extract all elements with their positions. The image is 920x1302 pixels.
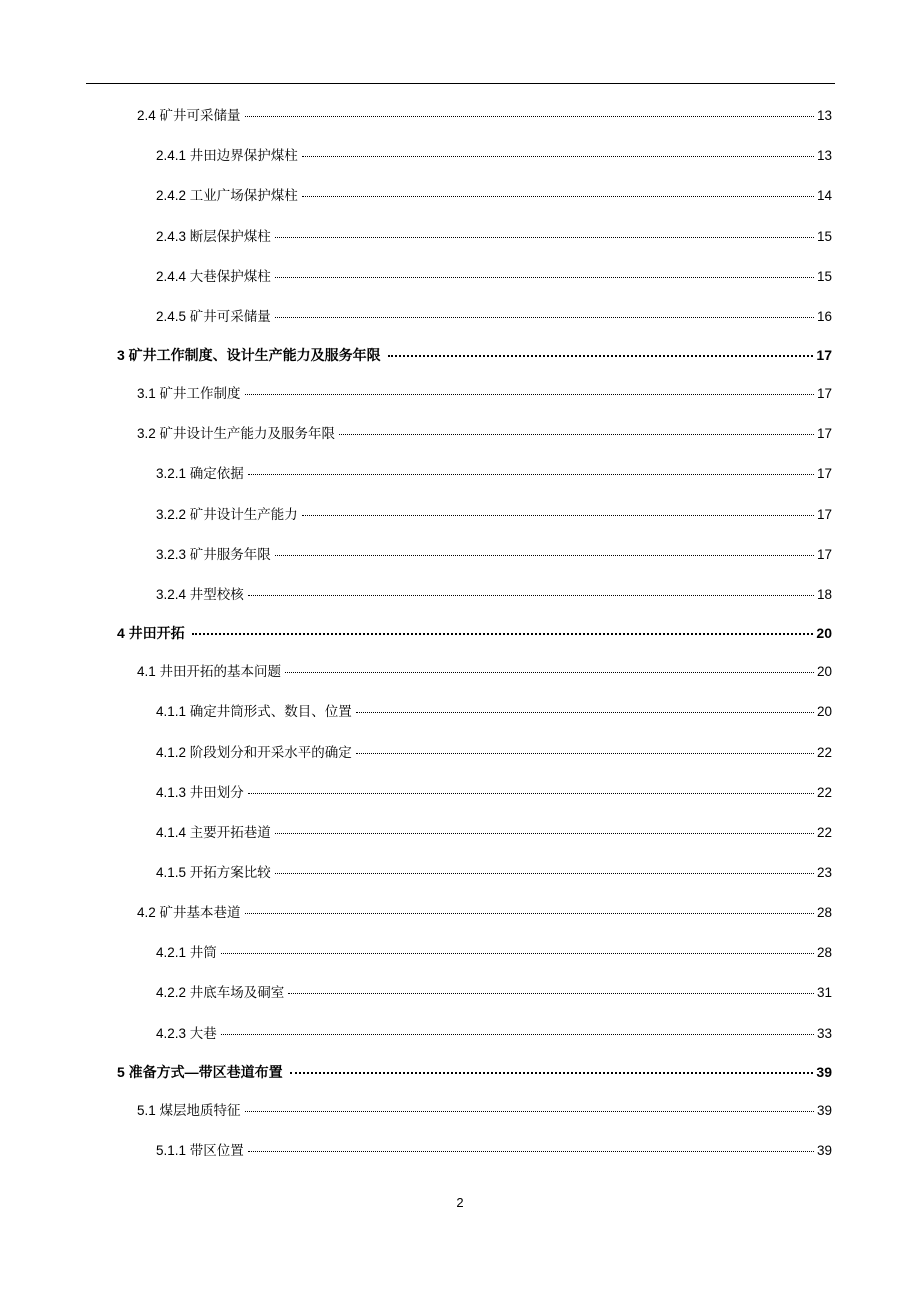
- toc-leader-dots: [290, 1072, 814, 1074]
- toc-leader-dots: [221, 1034, 814, 1035]
- toc-entry-title: 2.4 矿井可采储量: [137, 108, 241, 123]
- toc-entry[interactable]: [156, 583, 832, 605]
- toc-entry-page: 16: [816, 309, 832, 324]
- toc-entry[interactable]: [156, 225, 832, 247]
- toc-leader-dots: [248, 793, 814, 794]
- toc-entry-page: 13: [816, 148, 832, 163]
- toc-entry-title: 4.1 井田开拓的基本问题: [137, 664, 282, 679]
- toc-entry-title: 3.2.2 矿井设计生产能力: [156, 507, 298, 522]
- toc-entry[interactable]: [117, 623, 832, 645]
- toc-entry-page: 17: [816, 426, 832, 441]
- toc-entry-title: 3.2.4 井型校核: [156, 587, 244, 602]
- toc-entry-page: 22: [816, 745, 832, 760]
- toc-entry[interactable]: [156, 265, 832, 287]
- toc-entry[interactable]: [156, 1139, 832, 1161]
- toc-entry-title: 3.2.3 矿井服务年限: [156, 547, 271, 562]
- toc-entry-title: 4.1.2 阶段划分和开采水平的确定: [156, 745, 352, 760]
- toc-entry-page: 15: [816, 269, 832, 284]
- toc-entry[interactable]: [156, 184, 832, 206]
- toc-entry-title: 3.1 矿井工作制度: [137, 386, 241, 401]
- toc-leader-dots: [275, 833, 814, 834]
- toc-entry[interactable]: [156, 144, 832, 166]
- toc-entry[interactable]: [156, 781, 832, 803]
- toc-entry[interactable]: [137, 660, 832, 682]
- toc-entry-page: 15: [816, 229, 832, 244]
- toc-entry-title: 4 井田开拓: [117, 625, 185, 641]
- toc-entry[interactable]: [156, 941, 832, 963]
- toc-leader-dots: [248, 474, 814, 475]
- toc-entry-title: 4.1.3 井田划分: [156, 785, 244, 800]
- toc-entry[interactable]: [117, 345, 832, 367]
- toc-entry[interactable]: [156, 305, 832, 327]
- toc-leader-dots: [221, 953, 814, 954]
- toc-entry[interactable]: [137, 382, 832, 404]
- toc-entry-title: 2.4.4 大巷保护煤柱: [156, 269, 271, 284]
- toc-entry-title: 4.2.1 井筒: [156, 945, 217, 960]
- toc-entry-title: 4.1.5 开拓方案比较: [156, 865, 271, 880]
- toc-leader-dots: [245, 913, 814, 914]
- toc-entry[interactable]: [156, 981, 832, 1003]
- toc-entry-title: 4.2 矿井基本巷道: [137, 905, 241, 920]
- toc-entry-page: 39: [816, 1143, 832, 1158]
- toc-entry-page: 20: [816, 625, 832, 641]
- toc-entry-title: 3.2.1 确定依据: [156, 466, 244, 481]
- toc-entry-title: 4.2.3 大巷: [156, 1026, 217, 1041]
- toc-entry-page: 23: [816, 865, 832, 880]
- toc-entry-title: 2.4.2 工业广场保护煤柱: [156, 188, 298, 203]
- toc-leader-dots: [285, 672, 814, 673]
- toc-entry[interactable]: [156, 503, 832, 525]
- toc-leader-dots: [339, 434, 814, 435]
- toc-leader-dots: [275, 237, 814, 238]
- toc-entry-title: 5 准备方式—带区巷道布置: [117, 1064, 283, 1080]
- toc-leader-dots: [356, 712, 814, 713]
- toc-entry[interactable]: [156, 1022, 832, 1044]
- toc-entry[interactable]: [137, 1099, 832, 1121]
- toc-leader-dots: [245, 116, 814, 117]
- toc-leader-dots: [288, 993, 814, 994]
- toc-entry[interactable]: [156, 543, 832, 565]
- toc-entry[interactable]: [137, 901, 832, 923]
- toc-leader-dots: [275, 317, 814, 318]
- header-rule: [86, 83, 835, 84]
- toc-entry-title: 5.1.1 带区位置: [156, 1143, 244, 1158]
- toc-entry-page: 17: [816, 547, 832, 562]
- toc-entry[interactable]: [156, 462, 832, 484]
- toc-leader-dots: [302, 515, 814, 516]
- toc-entry-page: 22: [816, 785, 832, 800]
- toc-entry-page: 31: [816, 985, 832, 1000]
- toc-leader-dots: [248, 1151, 814, 1152]
- toc-entry[interactable]: [156, 861, 832, 883]
- toc-entry-page: 13: [816, 108, 832, 123]
- toc-entry-title: 3.2 矿井设计生产能力及服务年限: [137, 426, 336, 441]
- toc-leader-dots: [356, 753, 814, 754]
- toc-leader-dots: [302, 156, 814, 157]
- toc-entry-page: 18: [816, 587, 832, 602]
- toc-leader-dots: [245, 1111, 814, 1112]
- toc-entry-page: 20: [816, 704, 832, 719]
- page-number: 2: [456, 1195, 464, 1210]
- toc-entry-title: 3 矿井工作制度、设计生产能力及服务年限: [117, 347, 381, 363]
- toc-entry[interactable]: [137, 104, 832, 126]
- toc-entry-title: 4.1.4 主要开拓巷道: [156, 825, 271, 840]
- toc-entry[interactable]: [156, 741, 832, 763]
- toc-entry-page: 14: [816, 188, 832, 203]
- toc-entry-page: 17: [816, 466, 832, 481]
- toc-entry[interactable]: [156, 700, 832, 722]
- toc-leader-dots: [275, 555, 814, 556]
- toc-entry-title: 4.1.1 确定井筒形式、数目、位置: [156, 704, 352, 719]
- toc-entry-page: 17: [816, 386, 832, 401]
- toc-leader-dots: [275, 873, 814, 874]
- toc-leader-dots: [388, 355, 814, 357]
- toc-entry-page: 39: [816, 1103, 832, 1118]
- toc-entry-page: 17: [816, 347, 832, 363]
- toc-leader-dots: [248, 595, 814, 596]
- toc-entry-page: 33: [816, 1026, 832, 1041]
- toc-entry[interactable]: [117, 1062, 832, 1084]
- toc-entry[interactable]: [137, 422, 832, 444]
- toc-entry-page: 17: [816, 507, 832, 522]
- toc-entry[interactable]: [156, 821, 832, 843]
- toc-entry-title: 5.1 煤层地质特征: [137, 1103, 241, 1118]
- toc-entry-page: 22: [816, 825, 832, 840]
- toc-leader-dots: [192, 633, 814, 635]
- toc-entry-title: 2.4.3 断层保护煤柱: [156, 229, 271, 244]
- toc-entry-page: 20: [816, 664, 832, 679]
- toc-entry-title: 2.4.5 矿井可采储量: [156, 309, 271, 324]
- toc-leader-dots: [245, 394, 814, 395]
- toc-entry-title: 2.4.1 井田边界保护煤柱: [156, 148, 298, 163]
- toc-leader-dots: [302, 196, 814, 197]
- toc-entry-page: 28: [816, 945, 832, 960]
- toc-entry-title: 4.2.2 井底车场及硐室: [156, 985, 285, 1000]
- toc-entry-page: 39: [816, 1064, 832, 1080]
- toc-entry-page: 28: [816, 905, 832, 920]
- toc-leader-dots: [275, 277, 814, 278]
